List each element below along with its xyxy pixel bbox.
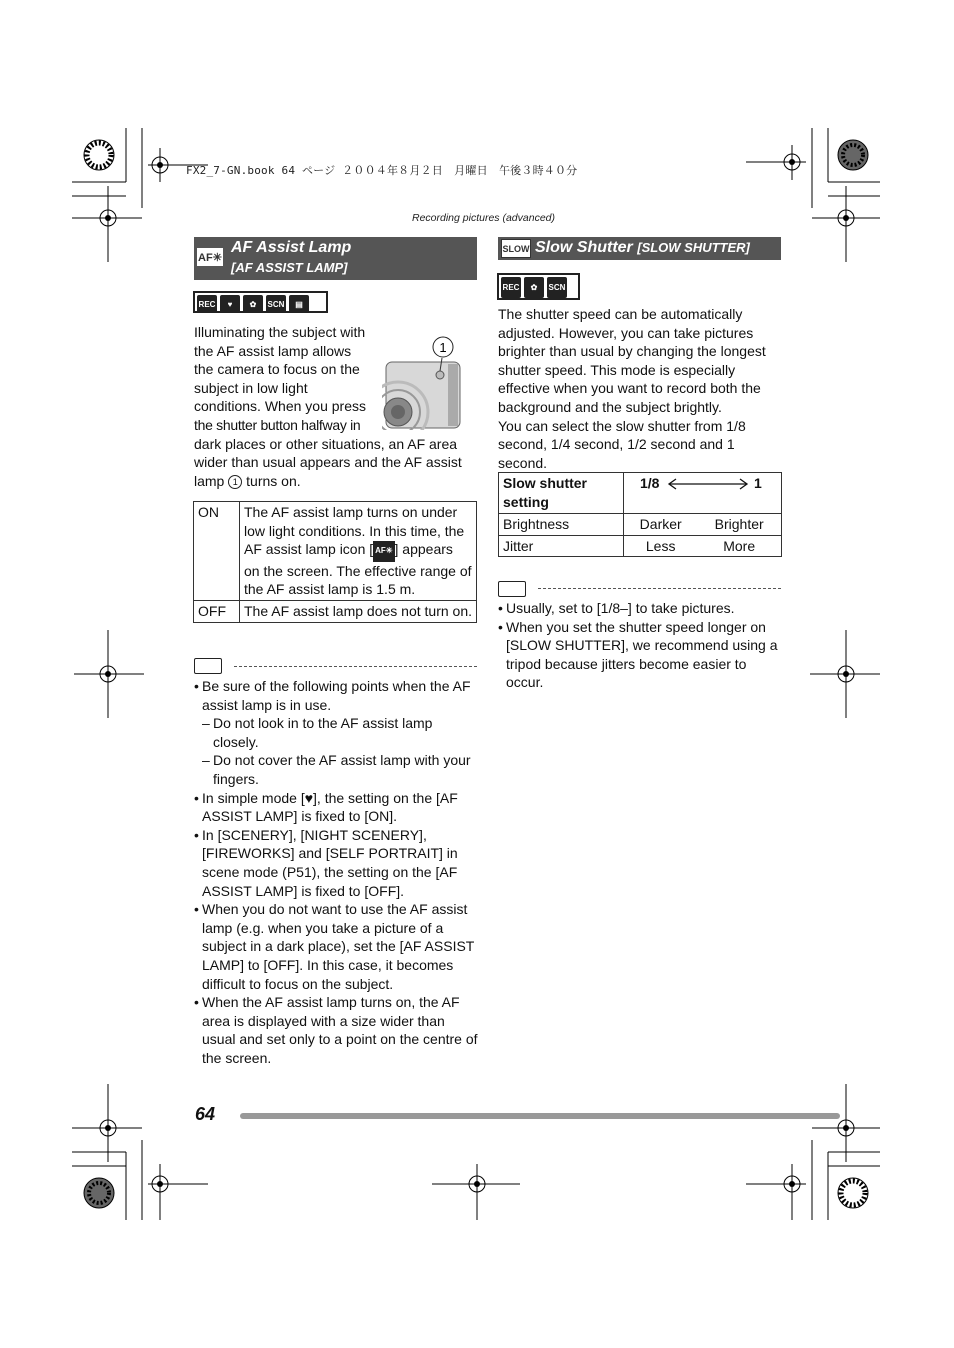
table-row: Slow shutter setting 1/8 1	[499, 473, 782, 514]
section-subheading: [AF ASSIST LAMP]	[231, 260, 348, 275]
table-header: Slow shutter setting	[499, 473, 624, 514]
normal-picture-mode-icon: REC	[197, 295, 217, 313]
applicable-modes	[193, 291, 328, 313]
applicable-modes	[497, 273, 580, 300]
list-item: • In simple mode [♥], the setting on the [AF ASSIST LAMP] is fixed to [ON].	[194, 789, 478, 826]
simple-mode-icon: ♥	[220, 295, 240, 313]
scene-mode-icon: SCN	[266, 295, 286, 313]
page-number: 64	[195, 1104, 216, 1124]
table-row: Jitter Less More	[499, 535, 782, 557]
setting-off: OFF	[194, 600, 240, 622]
section-title-slow-shutter	[498, 237, 781, 260]
scene-mode-icon: SCN	[547, 277, 567, 298]
af-notes	[194, 677, 478, 1067]
slow-shutter-icon: SLOW	[501, 239, 531, 258]
list-item: • Usually, set to [1/8–] to take pictures.	[498, 599, 782, 618]
list-item: • In [SCENERY], [NIGHT SCENERY], [FIREWORKS] and [SELF PORTRAIT] in scene mode (P51), the setting on the [AF ASSIST LAMP] is fixed to [OFF].	[194, 826, 478, 900]
table-row: Brightness Darker Brighter	[499, 514, 782, 536]
note-divider	[538, 588, 781, 589]
section-heading: AF Assist Lamp	[231, 239, 352, 256]
callout-number: 1	[439, 340, 447, 355]
macro-mode-icon: ✿	[243, 295, 263, 313]
motion-picture-mode-icon: ▤	[289, 295, 309, 313]
table-row: ON The AF assist lamp turns on under low light conditions. In this time, the AF assist lamp icon [ AF✳ ] appears on the screen. The effective range of the AF assist lamp is 1.5 m.	[194, 502, 477, 601]
setting-on: ON	[194, 502, 240, 601]
af-setting-table	[193, 501, 477, 623]
list-item: • When you set the shutter speed longer on [SLOW SHUTTER], we recommend using a tripod because jitters become easier to occur.	[498, 618, 782, 692]
note-icon	[194, 658, 222, 674]
note-icon	[498, 581, 526, 597]
camera-illustration	[382, 334, 462, 430]
section-title-af-assist	[194, 237, 477, 280]
macro-mode-icon: ✿	[524, 277, 544, 298]
slow-shutter-intro: The shutter speed can be automatically adjusted. However, you can take pictures brighter than usual by changing the longest shutter speed. This mode is especially effective when you want to record both the background and the subject brightly. You can select the slow shutter from 1/8 second, 1/4 second, 1/2 second and 1 second.	[498, 306, 766, 471]
range-arrow-icon	[666, 477, 750, 491]
running-head: Recording pictures (advanced)	[412, 212, 555, 224]
list-item: • When the AF assist lamp turns on, the AF area is displayed with a size wider than usual and set only to a point on the centre of the screen.	[194, 993, 478, 1067]
list-item: • Be sure of the following points when the AF assist lamp is in use.	[194, 677, 478, 714]
callout-marker: 1	[228, 475, 242, 489]
print-header: FX2_7-GN.book 64 ページ ２００４年８月２日 月曜日 午後３時４０分	[186, 164, 578, 177]
slow-shutter-notes	[498, 599, 782, 692]
table-row: OFF The AF assist lamp does not turn on.	[194, 600, 477, 622]
list-item: – Do not cover the AF assist lamp with your fingers.	[194, 751, 478, 788]
slow-shutter-table	[498, 472, 782, 557]
footer-bar	[240, 1113, 840, 1119]
section-subheading: [SLOW SHUTTER]	[637, 240, 750, 255]
af-intro: Illuminating the subject with the AF assist lamp allows the camera to focus on the subject in low light conditions. When you press the shutter button halfway in dark places or other situations, an AF area wider than usual appears and the AF assist lamp 1 turns on.	[194, 324, 462, 489]
af-assist-icon: AF✳	[197, 248, 223, 266]
section-heading: Slow Shutter	[535, 239, 633, 256]
list-item: – Do not look in to the AF assist lamp closely.	[194, 714, 478, 751]
note-divider	[234, 666, 477, 667]
normal-picture-mode-icon: REC	[501, 277, 521, 298]
list-item: • When you do not want to use the AF assist lamp (e.g. when you take a picture of a subject in a dark place), set the [AF ASSIST LAMP] to [OFF]. In this case, it becomes difficult to focus on the subject.	[194, 900, 478, 993]
af-assist-lamp-icon: AF✳	[373, 541, 394, 562]
heart-icon: ♥	[304, 789, 314, 806]
